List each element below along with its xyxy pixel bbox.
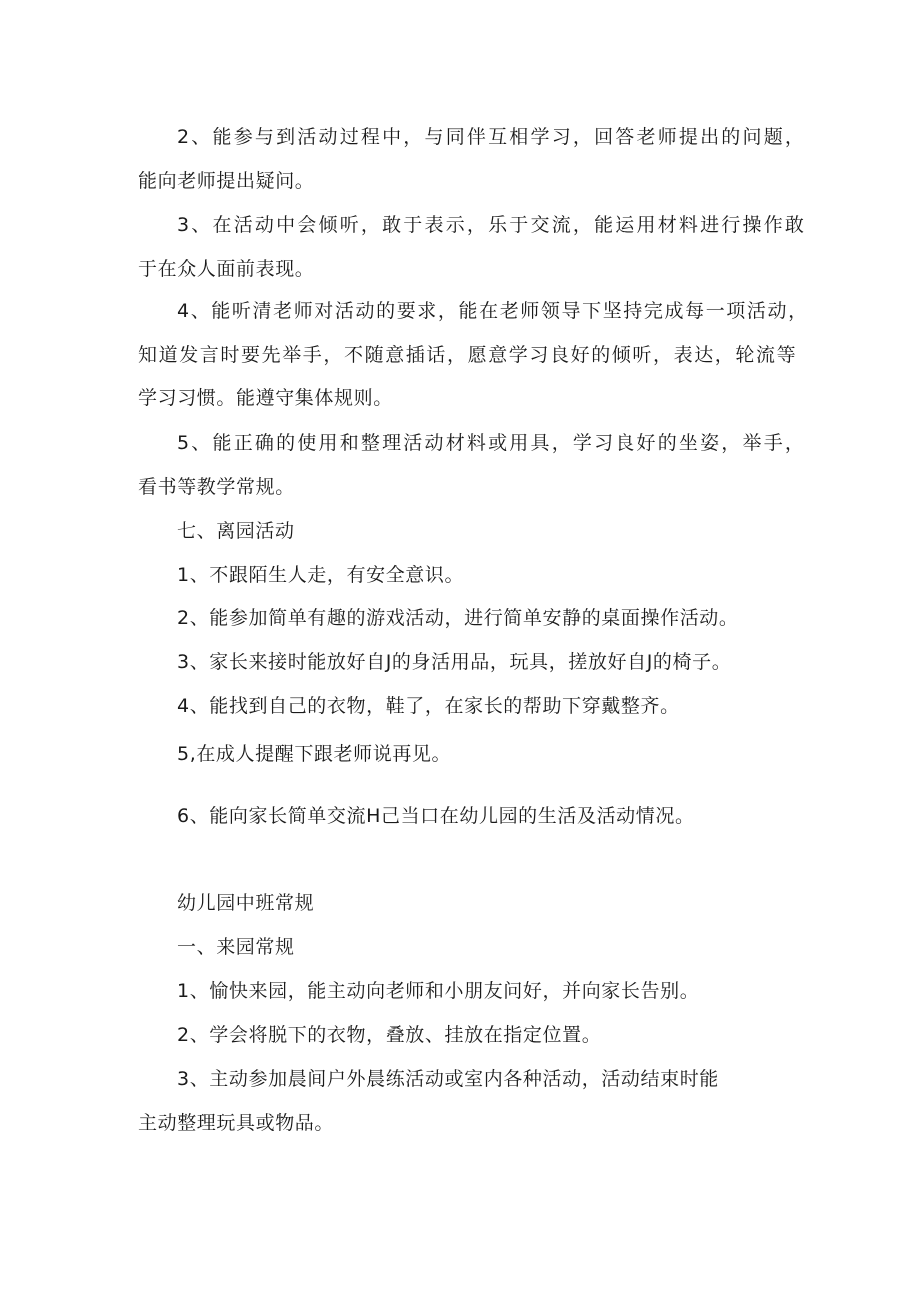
text-line: 4、能找到自己的衣物，鞋了，在家长的帮助下穿戴整齐。	[177, 695, 680, 717]
text-line: 2、学会将脱下的衣物，叠放、挂放在指定位置。	[177, 1024, 602, 1046]
text-line: 3、家长来接时能放好自J的身活用品，玩具，搓放好自J的椅子。	[177, 651, 732, 673]
document-title: 幼儿园中班常规	[177, 892, 315, 914]
text-line: 1、愉快来园，能主动向老师和小朋友问好，并向家长告别。	[177, 980, 700, 1002]
text-line: 看书等教学常规。	[138, 476, 295, 498]
text-line: 主动整理玩具或物品。	[138, 1112, 335, 1134]
text-line: 6、能向家长简单交流H己当口在幼儿园的生活及活动情况。	[177, 805, 695, 827]
section-heading: 一、来园常规	[177, 936, 295, 958]
text-line: 学习习惯。能遵守集体规则。	[138, 387, 393, 409]
text-line: 能向老师提出疑问。	[138, 170, 315, 192]
section-heading: 七、离园活动	[177, 520, 295, 542]
text-line: 3、在活动中会倾听，敢于表示，乐于交流，能运用材料进行操作敢	[177, 214, 807, 236]
text-line: 于在众人面前表现。	[138, 258, 315, 280]
text-line: 1、不跟陌生人走，有安全意识。	[177, 564, 465, 586]
text-line: 2、能参与到活动过程中，与同伴互相学习，回答老师提出的问题，	[177, 126, 807, 148]
text-line: 知道发言时要先举手，不随意插话，愿意学习良好的倾听，表达，轮流等	[138, 344, 798, 366]
text-line: 4、能听清老师对活动的要求，能在老师领导下坚持完成每一项活动，	[177, 300, 809, 322]
text-line: 3、主动参加晨间户外晨练活动或室内各种活动，活动结束时能	[177, 1068, 719, 1090]
text-line: 2、能参加简单有趣的游戏活动，进行简单安静的桌面操作活动。	[177, 607, 739, 629]
text-line: 5、能正确的使用和整理活动材料或用具，学习良好的坐姿，举手，	[177, 432, 807, 454]
text-line: 5,在成人提醒下跟老师说再见。	[177, 743, 452, 765]
